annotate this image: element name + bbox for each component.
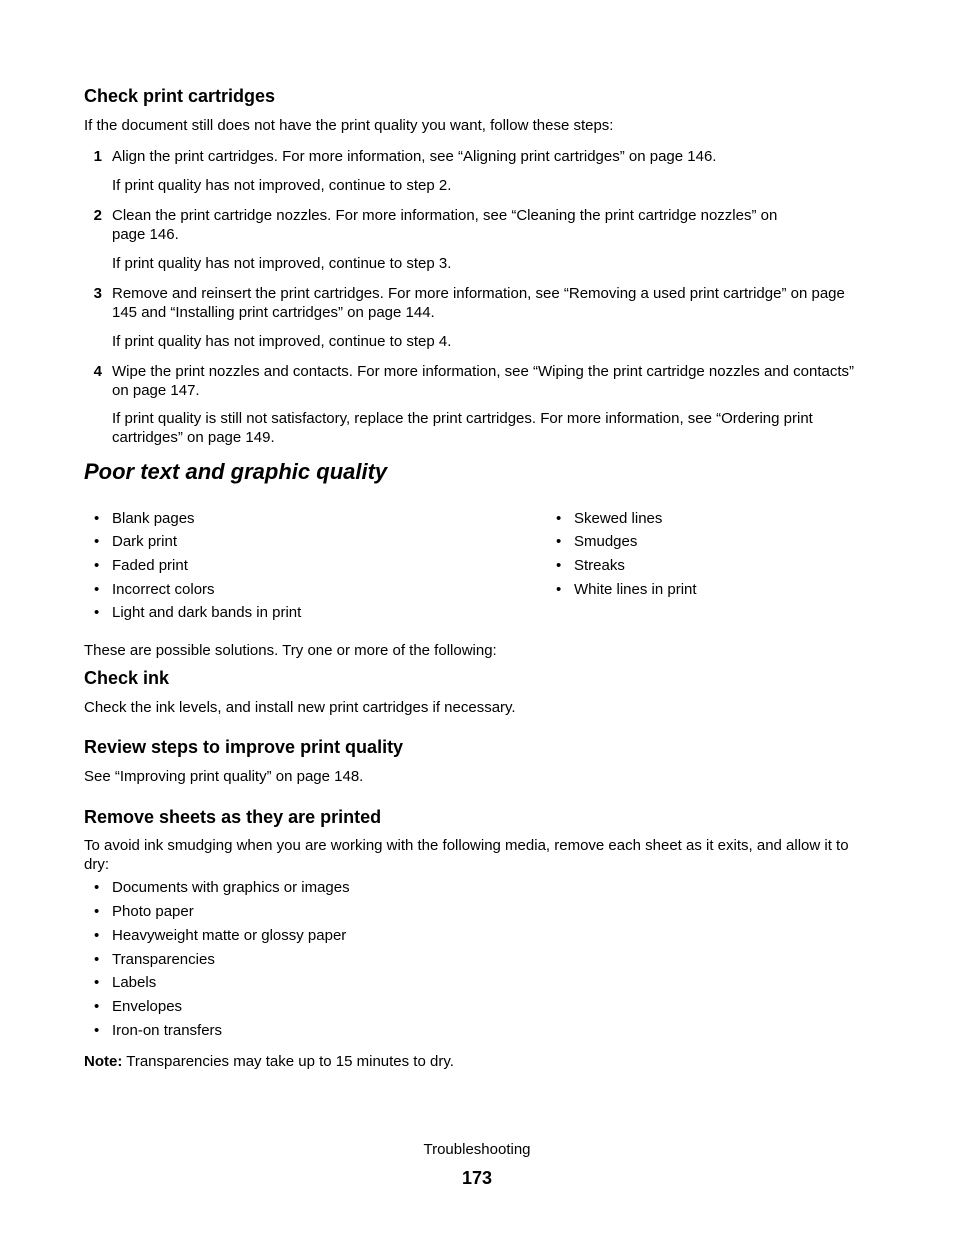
list-item: • Heavyweight matte or glossy paper — [94, 927, 347, 944]
step-text: Remove and reinsert the print cartridges. For more information, see “Removing a used print cartridge” on page 145 and “Installing print cartridges” on page 144. — [112, 285, 845, 321]
list-item: • Skewed lines — [556, 510, 663, 527]
step-number: 1 — [93, 148, 102, 165]
list-item: • Iron-on transfers — [94, 1022, 223, 1039]
heading-review-steps: Review steps to improve print quality — [84, 737, 404, 757]
heading-check-print-cartridges: Check print cartridges — [84, 86, 276, 106]
footer-section-name: Troubleshooting — [423, 1141, 531, 1158]
bullet-icon: • — [94, 581, 100, 598]
bullet-icon: • — [556, 557, 562, 574]
note-text: Transparencies may take up to 15 minutes to dry. — [122, 1053, 454, 1070]
bullet-icon: • — [94, 510, 100, 527]
list-item: • Photo paper — [94, 903, 194, 920]
heading-check-ink: Check ink — [84, 668, 170, 688]
bullet-icon: • — [94, 604, 100, 621]
list-item: • Streaks — [556, 557, 625, 574]
bullet-icon: • — [94, 903, 100, 920]
bullet-icon: • — [94, 1022, 100, 1039]
bullet-icon: • — [94, 951, 100, 968]
bullet-icon: • — [556, 533, 562, 550]
list-item: • Dark print — [94, 533, 178, 550]
remove-sheets-text: To avoid ink smudging when you are working with the following media, remove each sheet as it exits, and allow it to dry: — [84, 837, 849, 873]
list-item: • Smudges — [556, 533, 638, 550]
list-item: • Incorrect colors — [94, 581, 215, 598]
bullet-icon: • — [94, 533, 100, 550]
step-text: Wipe the print nozzles and contacts. For more information, see “Wiping the print cartridge nozzles and contacts” on page 147. — [112, 363, 855, 399]
list-item: • Faded print — [94, 557, 188, 574]
list-item: • Blank pages — [94, 510, 195, 527]
list-item: • Labels — [94, 974, 157, 991]
step-number: 2 — [93, 207, 102, 224]
list-item: • Envelopes — [94, 998, 183, 1015]
bullet-icon: • — [94, 974, 100, 991]
intro-paragraph: If the document still does not have the print quality you want, follow these steps: — [84, 117, 614, 134]
bullet-icon: • — [556, 581, 562, 598]
note-label: Note: — [84, 1053, 123, 1070]
solutions-intro: These are possible solutions. Try one or more of the following: — [84, 642, 497, 659]
step-followup: If print quality has not improved, continue to step 3. — [112, 255, 452, 272]
step-text: Align the print cartridges. For more information, see “Aligning print cartridges” on page 146. — [112, 148, 717, 165]
page-number: 173 — [461, 1168, 493, 1188]
heading-remove-sheets: Remove sheets as they are printed — [84, 807, 382, 827]
step-followup: If print quality has not improved, continue to step 2. — [112, 177, 452, 194]
list-item: • Documents with graphics or images — [94, 879, 350, 896]
bullet-icon: • — [556, 510, 562, 527]
bullet-icon: • — [94, 927, 100, 944]
note — [84, 1052, 874, 1071]
heading-poor-text-graphic-quality: Poor text and graphic quality — [84, 459, 388, 484]
step-number: 4 — [93, 363, 102, 380]
step-followup: If print quality is still not satisfactory, replace the print cartridges. For more information, see “Ordering print cartridges” on page 149. — [112, 410, 813, 446]
step-followup: If print quality has not improved, continue to step 4. — [112, 333, 452, 350]
list-item: • Light and dark bands in print — [94, 604, 302, 621]
step-number: 3 — [93, 285, 102, 302]
bullet-icon: • — [94, 879, 100, 896]
check-ink-text: Check the ink levels, and install new print cartridges if necessary. — [84, 699, 516, 716]
bullet-icon: • — [94, 557, 100, 574]
list-item: • Transparencies — [94, 951, 215, 968]
list-item: • White lines in print — [556, 581, 697, 598]
review-steps-text: See “Improving print quality” on page 148. — [84, 768, 364, 785]
step-text: Clean the print cartridge nozzles. For more information, see “Cleaning the print cartridge nozzles” on page 146. — [112, 207, 778, 243]
bullet-icon: • — [94, 998, 100, 1015]
